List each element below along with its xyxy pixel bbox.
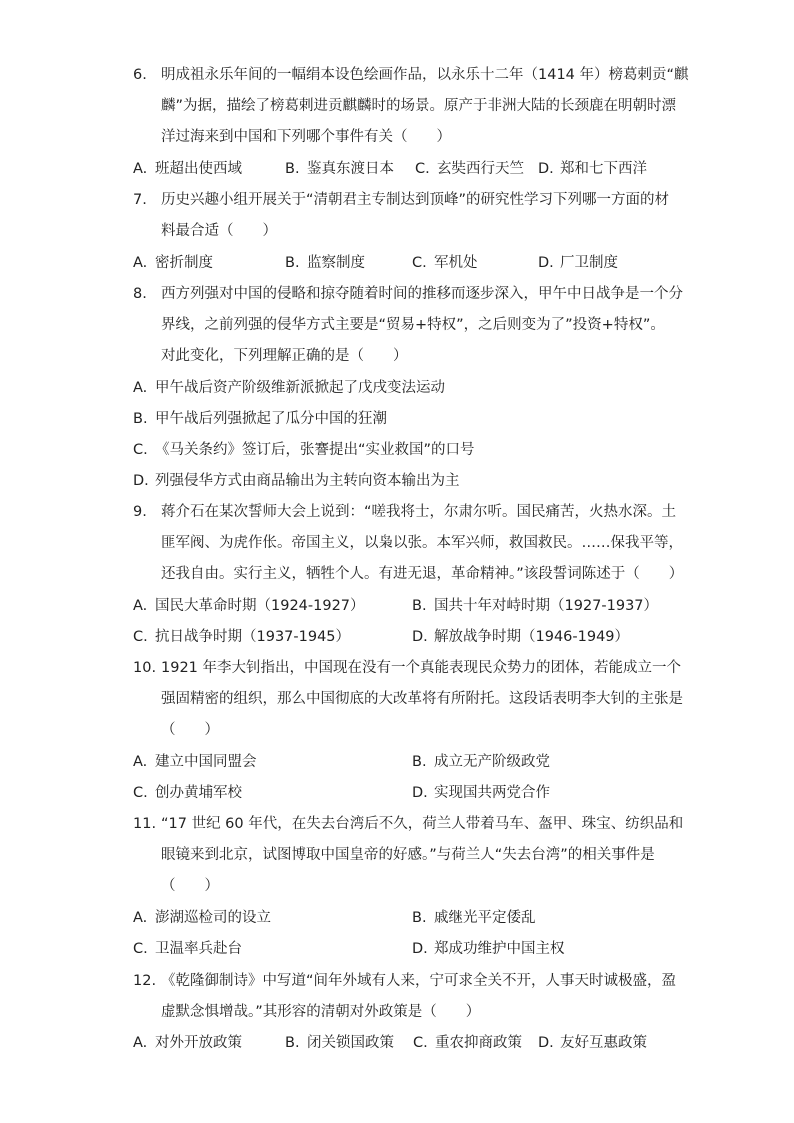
question-text-line: 《乾隆御制诗》中写道“间年外域有人来，宁可求全关不开，人事天时诚极盛，盈 [161, 973, 677, 989]
question-11 [133, 809, 684, 902]
question-number: 8. [133, 286, 147, 302]
option-c[interactable]: C. 创办黄埔军校 [133, 785, 242, 801]
option-a[interactable]: A. 密折制度 [133, 255, 213, 271]
option-d[interactable]: D. 郑和七下西洋 [538, 161, 647, 177]
question-number: 6. [133, 67, 147, 83]
option-c[interactable]: C. 军机处 [412, 255, 478, 271]
question-text-line: 麟”为据，描绘了榜葛剌进贡麒麟时的场景。原产于非洲大陆的长颈鹿在明朝时漂 [161, 98, 677, 114]
option-b[interactable]: B. 甲午战后列强掀起了瓜分中国的狂潮 [133, 411, 387, 427]
question-number: 10. [133, 660, 157, 676]
option-a[interactable]: A. 建立中国同盟会 [133, 754, 257, 770]
option-c[interactable]: C. 玄奘西行天竺 [415, 161, 524, 177]
option-a[interactable]: A. 对外开放政策 [133, 1035, 242, 1051]
question-text-line: 历史兴趣小组开展关于“清朝君主专制达到顶峰”的研究性学习下列哪一方面的材 [161, 192, 670, 208]
option-c[interactable]: C. 《马关条约》签订后，张謇提出“实业救国”的口号 [133, 442, 475, 458]
question-text-line: （ ） [161, 722, 219, 738]
question-text-line: 西方列强对中国的侵略和掠夺随着时间的推移而逐步深入，甲午中日战争是一个分 [161, 286, 683, 302]
option-b[interactable]: B. 成立无产阶级政党 [412, 754, 550, 770]
option-b[interactable]: B. 戚继光平定倭乱 [412, 910, 536, 926]
option-d[interactable]: D. 列强侵华方式由商品输出为主转向资本输出为主 [133, 473, 460, 489]
option-d[interactable]: D. 实现国共两党合作 [412, 785, 550, 801]
question-number: 11. [133, 816, 157, 832]
option-a[interactable]: A. 班超出使西域 [133, 161, 242, 177]
question-text-line: 还我自由。实行主义，牺牲个人。有进无退，革命精神。”该段誓词陈述于（ ） [161, 566, 684, 582]
option-a[interactable]: A. 国民大革命时期（1924-1927） [133, 598, 365, 614]
option-c[interactable]: C. 重农抑商政策 [413, 1035, 522, 1051]
question-8 [133, 279, 683, 372]
question-text-line: 对此变化，下列理解正确的是（ ） [161, 348, 408, 364]
option-d[interactable]: D. 厂卫制度 [538, 255, 618, 271]
option-c[interactable]: C. 抗日战争时期（1937-1945） [133, 629, 351, 645]
question-text-line: 匪军阀、为虎作伥。帝国主义，以枭以张。本军兴师，救国救民。……保我平等， [161, 535, 683, 551]
question-10 [133, 653, 683, 746]
question-text-line: 强固精密的组织，那么中国彻底的大改革将有所附托。这段话表明李大钊的主张是 [161, 691, 683, 707]
option-d[interactable]: D. 友好互惠政策 [538, 1035, 647, 1051]
question-text-line: 界线，之前列强的侵华方式主要是“贸易+特权”，之后则变为了”投资+特权”。 [161, 317, 665, 333]
question-7 [133, 185, 673, 247]
option-a[interactable]: A. 澎湖巡检司的设立 [133, 910, 271, 926]
question-text-line: 洋过海来到中国和下列哪个事件有关（ ） [161, 129, 451, 145]
question-number: 9. [133, 504, 147, 520]
option-b[interactable]: B. 闭关锁国政策 [285, 1035, 394, 1051]
option-b[interactable]: B. 国共十年对峙时期（1927-1937） [412, 598, 659, 614]
question-9 [133, 497, 684, 590]
question-text-line: 1921 年李大钊指出，中国现在没有一个真能表现民众势力的团体，若能成立一个 [161, 660, 682, 676]
option-a[interactable]: A. 甲午战后资产阶级维新派掀起了戊戌变法运动 [133, 380, 445, 396]
question-text-line: 蒋介石在某次誓师大会上说到：“嗟我将士，尔肃尔听。国民痛苦，火热水深。土 [161, 504, 677, 520]
question-text-line: 料最合适（ ） [161, 223, 277, 239]
question-6 [133, 60, 689, 153]
question-text-line: 虚默念惧增哉。”其形容的清朝对外政策是（ ） [161, 1004, 481, 1020]
option-b[interactable]: B. 鉴真东渡日本 [285, 161, 394, 177]
question-text-line: （ ） [161, 878, 219, 894]
question-text-line: 眼镜来到北京，试图博取中国皇帝的好感。”与荷兰人“失去台湾”的相关事件是 [161, 847, 655, 863]
question-text-line: 明成祖永乐年间的一幅绢本设色绘画作品，以永乐十二年（1414 年）榜葛剌贡“麒 [161, 67, 689, 83]
question-number: 7. [133, 192, 147, 208]
question-number: 12. [133, 973, 157, 989]
option-b[interactable]: B. 监察制度 [285, 255, 365, 271]
option-d[interactable]: D. 郑成功维护中国主权 [412, 941, 565, 957]
option-d[interactable]: D. 解放战争时期（1946-1949） [412, 629, 630, 645]
question-12 [133, 966, 677, 1028]
option-c[interactable]: C. 卫温率兵赴台 [133, 941, 242, 957]
question-text-line: “17 世纪 60 年代，在失去台湾后不久，荷兰人带着马车、盔甲、珠宝、纺织品和 [161, 816, 684, 832]
